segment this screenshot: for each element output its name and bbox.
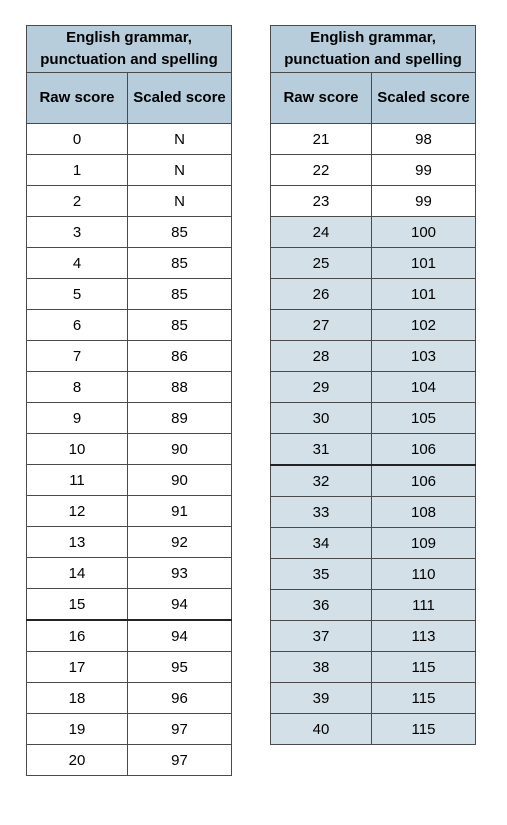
raw-score-cell: 0 [27,124,128,155]
scaled-score-cell: 102 [372,310,476,341]
score-table-right [270,25,476,745]
table-row [271,714,476,745]
scaled-score-cell: 89 [128,403,232,434]
scaled-score-cell: 115 [372,652,476,683]
table-row [271,279,476,310]
table-row [271,465,476,497]
raw-score-cell: 24 [271,217,372,248]
scaled-score-cell: 103 [372,341,476,372]
scaled-score-cell: 101 [372,248,476,279]
raw-score-cell: 2 [27,186,128,217]
table-body [271,124,476,745]
table-row [271,683,476,714]
raw-score-cell: 7 [27,341,128,372]
scaled-score-cell: 97 [128,745,232,776]
table-row [27,155,232,186]
raw-score-cell: 37 [271,621,372,652]
table-row [271,590,476,621]
raw-score-cell: 13 [27,527,128,558]
scaled-score-cell: 108 [372,497,476,528]
table-row [27,620,232,652]
table-title: English grammar, punctuation and spelling [271,26,476,73]
raw-score-header: Raw score [27,73,128,124]
scaled-score-cell: 90 [128,465,232,496]
raw-score-cell: 22 [271,155,372,186]
scaled-score-cell: 105 [372,403,476,434]
raw-score-cell: 3 [27,217,128,248]
raw-score-cell: 12 [27,496,128,527]
raw-score-cell: 28 [271,341,372,372]
table-row [27,186,232,217]
scaled-score-cell: 98 [372,124,476,155]
table-row [27,745,232,776]
raw-score-cell: 15 [27,589,128,621]
raw-score-cell: 16 [27,620,128,652]
scaled-score-cell: 111 [372,590,476,621]
table-row [271,217,476,248]
raw-score-cell: 27 [271,310,372,341]
table-row [27,341,232,372]
table-row [27,527,232,558]
scaled-score-cell: 93 [128,558,232,589]
raw-score-cell: 40 [271,714,372,745]
scaled-score-cell: 85 [128,217,232,248]
table-row [271,155,476,186]
raw-score-cell: 5 [27,279,128,310]
scaled-score-header: Scaled score [128,73,232,124]
scaled-score-cell: 96 [128,683,232,714]
table-row [27,434,232,465]
scaled-score-cell: 106 [372,465,476,497]
scaled-score-cell: 94 [128,620,232,652]
scaled-score-cell: 101 [372,279,476,310]
scaled-score-cell: N [128,155,232,186]
table-row [271,310,476,341]
scaled-score-cell: 85 [128,310,232,341]
table-row [271,372,476,403]
raw-score-cell: 10 [27,434,128,465]
table-row [27,248,232,279]
scaled-score-cell: 95 [128,652,232,683]
scaled-score-cell: 85 [128,279,232,310]
raw-score-cell: 33 [271,497,372,528]
table-row [271,124,476,155]
scaled-score-cell: 109 [372,528,476,559]
scaled-score-cell: 85 [128,248,232,279]
raw-score-cell: 9 [27,403,128,434]
scaled-score-cell: 88 [128,372,232,403]
scaled-score-cell: 99 [372,186,476,217]
table-row [27,683,232,714]
scaled-score-cell: 91 [128,496,232,527]
raw-score-cell: 20 [27,745,128,776]
scaled-score-cell: 115 [372,714,476,745]
scaled-score-cell: N [128,186,232,217]
scaled-score-cell: 92 [128,527,232,558]
raw-score-cell: 35 [271,559,372,590]
raw-score-cell: 23 [271,186,372,217]
raw-score-cell: 21 [271,124,372,155]
raw-score-cell: 4 [27,248,128,279]
scaled-score-cell: 90 [128,434,232,465]
table-row [27,217,232,248]
raw-score-cell: 1 [27,155,128,186]
table-row [271,248,476,279]
table-row [27,652,232,683]
table-row [27,403,232,434]
table-body [27,124,232,776]
table-row [27,714,232,745]
raw-score-cell: 26 [271,279,372,310]
table-row [271,528,476,559]
raw-score-cell: 32 [271,465,372,497]
table-row [27,496,232,527]
score-table-left [26,25,232,776]
raw-score-cell: 38 [271,652,372,683]
table-row [27,589,232,621]
scaled-score-cell: N [128,124,232,155]
table-row [271,341,476,372]
raw-score-cell: 8 [27,372,128,403]
table-row [27,310,232,341]
scaled-score-cell: 113 [372,621,476,652]
table-row [27,279,232,310]
raw-score-cell: 36 [271,590,372,621]
raw-score-header: Raw score [271,73,372,124]
table-row [27,465,232,496]
raw-score-cell: 11 [27,465,128,496]
table-row [27,558,232,589]
scaled-score-cell: 94 [128,589,232,621]
scaled-score-cell: 110 [372,559,476,590]
scaled-score-header: Scaled score [372,73,476,124]
table-row [271,434,476,466]
table-row [271,403,476,434]
raw-score-cell: 17 [27,652,128,683]
raw-score-cell: 31 [271,434,372,466]
raw-score-cell: 30 [271,403,372,434]
raw-score-cell: 18 [27,683,128,714]
scaled-score-cell: 99 [372,155,476,186]
raw-score-cell: 25 [271,248,372,279]
table-row [27,372,232,403]
scaled-score-cell: 106 [372,434,476,466]
raw-score-cell: 19 [27,714,128,745]
raw-score-cell: 39 [271,683,372,714]
table-row [271,652,476,683]
scaled-score-cell: 100 [372,217,476,248]
table-row [271,559,476,590]
raw-score-cell: 6 [27,310,128,341]
scaled-score-cell: 115 [372,683,476,714]
raw-score-cell: 34 [271,528,372,559]
raw-score-cell: 14 [27,558,128,589]
table-row [271,497,476,528]
raw-score-cell: 29 [271,372,372,403]
scaled-score-cell: 104 [372,372,476,403]
scaled-score-cell: 86 [128,341,232,372]
table-row [271,186,476,217]
scaled-score-cell: 97 [128,714,232,745]
table-title: English grammar, punctuation and spelling [27,26,232,73]
table-row [27,124,232,155]
table-row [271,621,476,652]
